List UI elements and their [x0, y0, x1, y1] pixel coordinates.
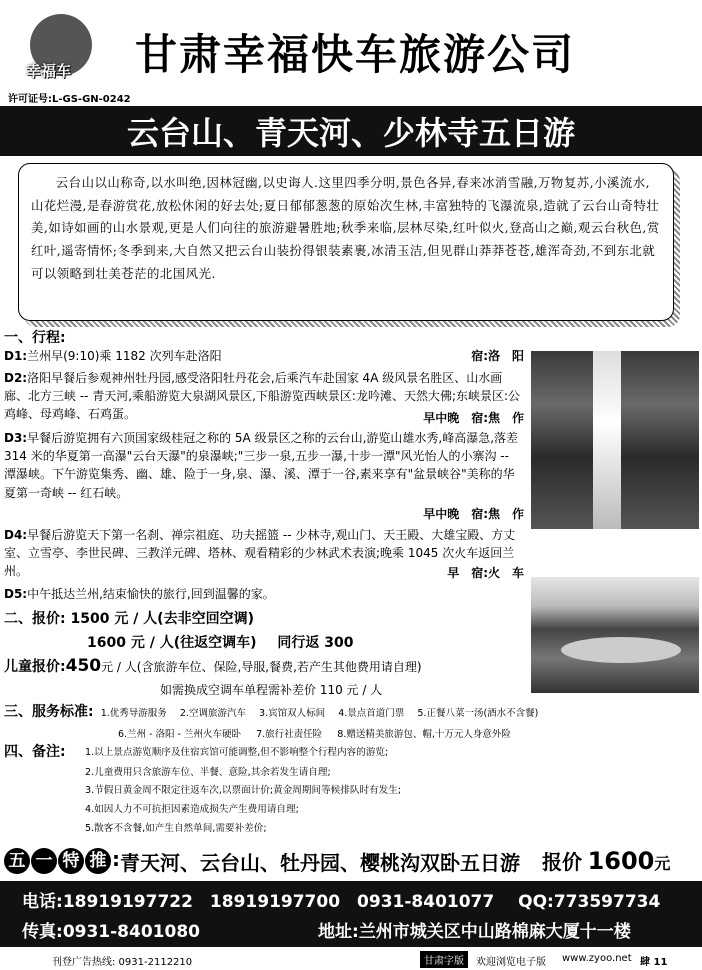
itinerary-day — [4, 429, 524, 523]
price-row-2 — [87, 632, 353, 652]
standards-heading: 三、服务标准: — [4, 704, 94, 720]
day-label: D3: — [4, 431, 28, 445]
company-name: 甘肃幸福快车旅游公司 — [135, 30, 576, 79]
promo-char: 推 — [85, 848, 111, 874]
day-lodging: 早中晚 宿:焦 作 — [423, 410, 524, 425]
price-option-2: 1600 元 / 人(往返空调车) — [87, 635, 257, 651]
day-text: 早餐后游览拥有六顶国家级桂冠之称的 5A 级景区之称的云台山,游览山雄水秀,峰高瀑急,落差 314 米的华夏第一高瀑"云台天瀑"的泉瀑峡;"三步一泉,五步一瀑,十步一潭"风光怡人的小寨沟 -- 潭瀑峡。下午游览集秀、幽、雄、险于一身,泉、瀑、溪、潭于一谷,素来享有"盆景峡谷"美称的华夏第一奇峡 -- 红石峡。 — [4, 431, 519, 500]
logo-text: 幸福车 — [26, 62, 72, 80]
qq-number: QQ:773597734 — [518, 892, 661, 912]
child-price-note: 元 / 人(含旅游车位、保险,导服,餐费,若产生其他费用请自理) — [101, 660, 422, 674]
fax-label: 传真: — [22, 922, 63, 942]
note-item: 4.如因人力不可抗拒因素造成损失产生费用请自理; — [85, 804, 299, 815]
promo-price-label: 报价 — [542, 850, 582, 874]
address-label: 地址: — [318, 922, 359, 942]
waterfall-photo — [531, 351, 699, 529]
standard-item: 7.旅行社责任险 — [256, 729, 323, 740]
promo-colon: : — [112, 847, 120, 871]
day-text: 洛阳早餐后参观神州牡丹园,感受洛阳牡丹花会,后乘汽车赴国家 4A 级风景名胜区、山水画廊、北方三峡 -- 青天河,乘船游览大泉湖风景区,下船游览西峡景区:龙吟滩、天然大佛;东峡景区:公鸡峰、母鸡峰、石鸡蛋。 — [4, 371, 521, 422]
peer-rebate: 同行返 300 — [277, 635, 354, 651]
day-text: 中午抵达兰州,结束愉快的旅行,回到温馨的家。 — [27, 587, 275, 601]
day-lodging: 早 宿:火 车 — [447, 565, 524, 580]
standard-item: 6.兰州 - 洛阳 - 兰州火车硬卧 — [118, 729, 241, 740]
address: 兰州市城关区中山路棉麻大厦十一楼 — [358, 922, 631, 942]
note-item: 1.以上景点游览顺序及住宿宾馆可能调整,但不影响整个行程内容的游览; — [85, 747, 389, 758]
itinerary-day — [4, 369, 524, 427]
upgrade-note: 如需换成空调车单程需补差价 110 元 / 人 — [160, 683, 383, 697]
standard-item: 8.赠送精美旅游包、帽,十万元人身意外险 — [337, 729, 511, 740]
fax-number: 0931-8401080 — [62, 922, 200, 942]
day-label: D1: — [4, 349, 28, 363]
standard-item: 5.正餐八菜一汤(酒水不含餐) — [417, 708, 539, 719]
license-number: 许可证号:L-GS-GN-0242 — [8, 94, 131, 105]
itinerary-heading: 一、行程: — [4, 330, 66, 346]
child-price-label: 儿童报价: — [4, 659, 66, 675]
note-item: 2.儿童费用只含旅游车位、半餐、意险,其余若发生请自理; — [85, 767, 331, 778]
company-logo — [8, 10, 131, 105]
day-label: D5: — [4, 587, 28, 601]
price-row-1 — [4, 608, 254, 628]
note-item: 5.散客不含餐,如产生自然单间,需要补差价; — [85, 823, 267, 834]
site-link[interactable]: www.zyoo.net — [562, 953, 632, 964]
paper-badge: 甘肃字版 — [420, 951, 468, 968]
day-lodging: 早中晚 宿:焦 作 — [423, 506, 524, 521]
contact-bar — [0, 881, 702, 947]
ad-hotline: 刊登广告热线: 0931-2112210 — [52, 957, 193, 968]
day-label: D2: — [4, 371, 28, 385]
promo-route: 青天河、云台山、牡丹园、樱桃沟双卧五日游 — [120, 851, 520, 875]
standard-item: 3.宾馆双人标间 — [259, 708, 326, 719]
standard-item: 1.优秀导游服务 — [100, 708, 167, 719]
river-highlight — [561, 637, 681, 663]
itinerary-day — [4, 526, 524, 582]
promo-char: 五 — [4, 848, 30, 874]
day-text: 兰州早(9:10)乘 1182 次列车赴洛阳 — [27, 349, 222, 363]
intro-text: 云台山以山称奇,以水叫绝,因林冠幽,以史诲人.这里四季分明,景色各异,春来冰消雪融,万物复苏,小溪流水,山花烂漫,是春游赏花,放松休闲的好去处;夏日郁郁葱葱的原始次生林,丰富独特的飞瀑流泉,造就了云台山奇特壮美,如诗如画的山水景观,更是人们向往的旅游避暑胜地;秋季来临,层林尽染,红叶似火,登高山之巅,观云台秋色,赏红叶,遥寄情怀;冬季到来,大自然又把云台山装扮得银装素裹,冰清玉洁,但见群山莽莽苍苍,雄浑奇劲,不到东北就可以领略到壮美苍茫的北国风光. — [18, 163, 674, 321]
phone-numbers: 18919197722 18919197700 0931-8401077 — [62, 892, 495, 912]
promo-unit: 元 — [654, 854, 671, 873]
river-photo — [531, 577, 699, 693]
browse-text: 欢迎浏览电子版 — [476, 957, 546, 968]
itinerary-day — [4, 585, 524, 603]
phone-label: 电话: — [22, 892, 63, 912]
note-item: 3.节假日黄金周不限定往返车次,以票面计价;黄金周期间等候排队时有发生; — [85, 785, 402, 796]
child-price-value: 450 — [65, 656, 102, 676]
special-promo — [0, 843, 702, 881]
day-text: 早餐后游览天下第一名刹、禅宗祖庭、功夫摇篮 -- 少林寺,观山门、天王殿、大雄宝殿、方丈室、立雪亭、李世民碑、三教洋元碑、塔林、观看精彩的少林武术表演;晚乘 1045 次火车返回兰州。 — [4, 528, 516, 579]
promo-price: 1600 — [587, 847, 655, 875]
standard-item: 2.空调旅游汽车 — [179, 708, 246, 719]
itinerary-day — [4, 347, 524, 365]
standards-row-2 — [118, 722, 511, 741]
tour-title: 云台山、青天河、少林寺五日游 — [126, 114, 575, 152]
day-lodging: 宿:洛 阳 — [471, 349, 524, 363]
standards-row-1 — [4, 701, 538, 721]
footer — [0, 948, 702, 970]
price-option-1: 1500 元 / 人(去非空回空调) — [70, 611, 254, 627]
promo-char: 特 — [58, 848, 84, 874]
day-label: D4: — [4, 528, 28, 542]
page-number: 肆 11 — [640, 957, 668, 968]
child-price-row — [4, 656, 422, 676]
waterfall-highlight — [593, 351, 621, 529]
standard-item: 4.景点首道门票 — [338, 708, 405, 719]
notes-heading: 四、备注: — [4, 744, 66, 760]
pricing-heading: 二、报价: — [4, 611, 66, 627]
promo-char: 一 — [31, 848, 57, 874]
